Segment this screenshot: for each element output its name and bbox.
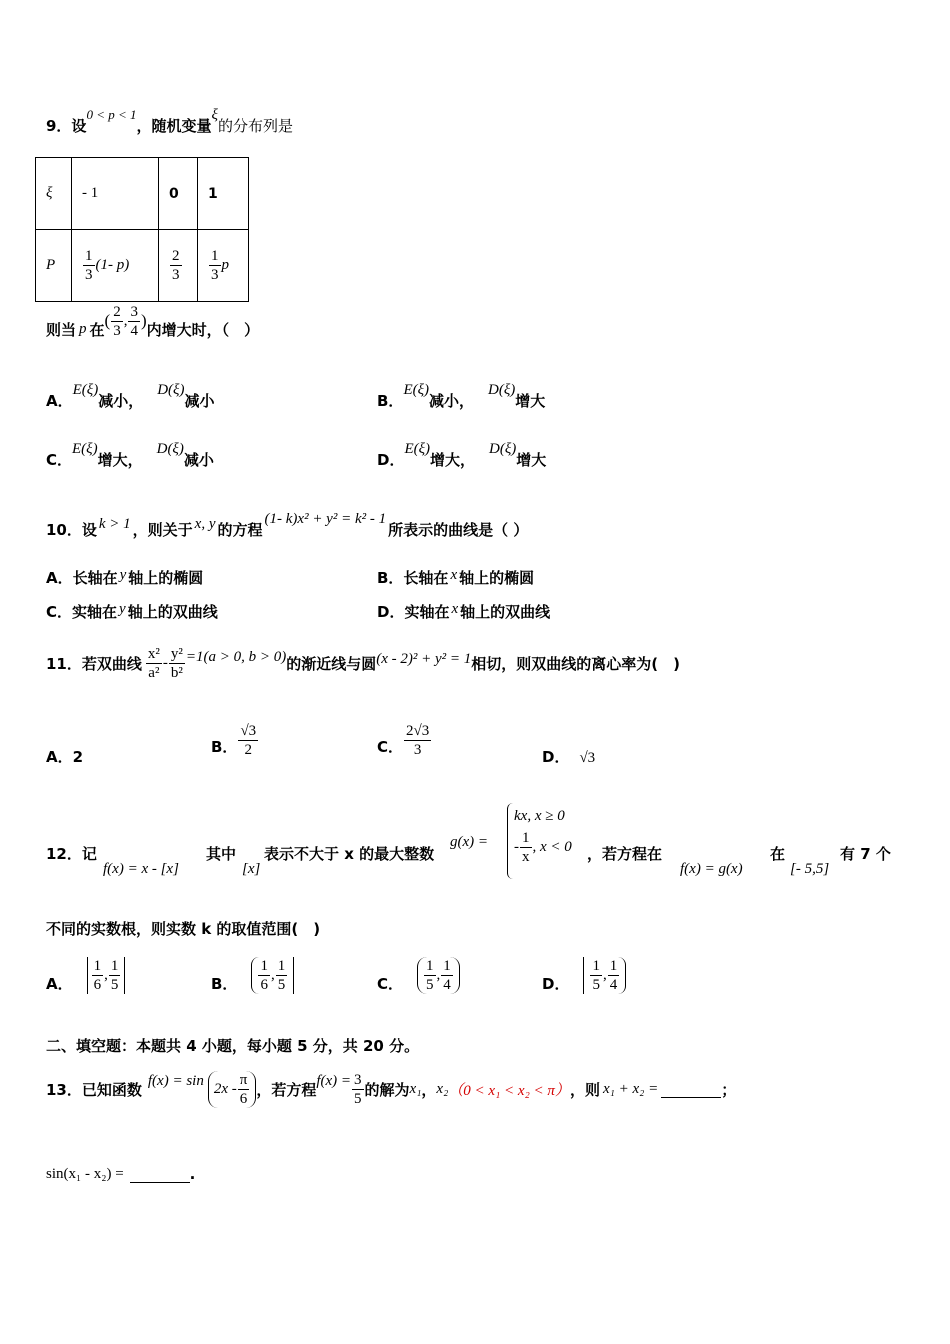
q9-option-c[interactable]: C．E(ξ)增大，D(ξ)减小 <box>46 441 214 469</box>
q12-bracket-x: [x] <box>242 861 261 877</box>
q13-x2: x₂ <box>436 1080 449 1097</box>
interval-end: $\frac{3}{4}$ <box>130 303 138 339</box>
q10-tail: 所表示的曲线是（ ） <box>388 520 529 539</box>
q11-minus: - <box>162 654 168 671</box>
q13-blank-1[interactable] <box>661 1081 721 1098</box>
q10-option-c[interactable]: C．实轴在 y 轴上的双曲线 <box>46 601 218 621</box>
q10-number: 10．设 <box>46 520 97 539</box>
q10-option-b[interactable]: B．长轴在 x 轴上的椭圆 <box>377 567 535 587</box>
q11-mid: 的渐近线与圆 <box>286 654 377 673</box>
q11-circle: (x - 2)² + y² = 1 <box>376 650 472 667</box>
table-cell: 1 <box>198 158 249 230</box>
q13-period: . <box>189 1165 196 1183</box>
q11-option-b[interactable]: B． $\frac{√3}{2}$ <box>211 723 257 758</box>
q12-option-b[interactable]: B． $\frac{1}{6}$ , $\frac{1}{5}$ <box>211 951 294 999</box>
table-cell: $\frac{1}{3}$ p <box>198 230 249 302</box>
q9-when-prefix: 则当 <box>46 320 77 339</box>
table-cell: - 1 <box>72 158 159 230</box>
q13-sin-expr: sin(x₁ - x₂) = <box>46 1166 124 1182</box>
q13-line2 <box>46 1160 195 1183</box>
q13-condition: （0 < x₁ < x₂ < π） <box>448 1082 570 1099</box>
q9-xi: ξ <box>211 106 218 123</box>
q11-eq-tail: =1(a > 0, b > 0) <box>185 648 287 665</box>
q9-option-a[interactable]: A．E(ξ)减小，D(ξ)减小 <box>46 382 215 410</box>
distribution-table <box>35 157 249 302</box>
q9-condition: 0 < p < 1 <box>86 107 137 122</box>
q11-stem <box>46 638 680 688</box>
table-cell: $\frac{2}{3}$ <box>159 230 198 302</box>
q9-stem <box>46 106 293 138</box>
q9-when-tail: 内增大时，（ ） <box>146 320 260 339</box>
q12-option-d[interactable]: D． $\frac{1}{5}$ , $\frac{1}{4}$ <box>542 951 626 999</box>
q13-blank-2[interactable] <box>130 1160 190 1183</box>
q11-tail: 相切，则双曲线的离心率为( ) <box>471 654 681 673</box>
q10-option-d[interactable]: D．实轴在 x 轴上的双曲线 <box>377 601 551 621</box>
section-heading: 二、填空题：本题共 4 小题，每小题 5 分，共 20 分。 <box>46 1037 420 1055</box>
q13-comma: ， <box>421 1080 437 1099</box>
q13-fx: f(x) = sin <box>147 1072 204 1089</box>
q9-option-d[interactable]: D．E(ξ)增大，D(ξ)增大 <box>377 441 547 469</box>
q13-semicolon: ； <box>721 1080 737 1099</box>
table-cell: $\frac{1}{3}$ (1- p) <box>72 230 159 302</box>
q9-mid-text: ，随机变量 <box>136 116 212 135</box>
q9-number: 9．设 <box>46 116 87 135</box>
q11-option-a[interactable]: A．2 <box>46 748 84 766</box>
q10-option-a[interactable]: A．长轴在 y 轴上的椭圆 <box>46 567 204 587</box>
q13-then: ，则 <box>569 1080 600 1099</box>
q10-vars: x, y <box>194 515 216 532</box>
q13-value: $\frac{3}{5}$ <box>354 1071 362 1107</box>
q13-number: 13．已知函数 <box>46 1080 142 1099</box>
q12-mid: ，若方程在 <box>587 845 663 863</box>
q12-where: 其中 <box>206 845 237 863</box>
q13-fx2: f(x) = <box>316 1072 352 1089</box>
q13-sol: 的解为 <box>364 1080 410 1099</box>
q9-tail: 的分布列是 <box>217 118 293 135</box>
q11-option-c[interactable]: C． $\frac{2√3}{3}$ <box>377 723 430 758</box>
q9-when: 则当 p 在 ( $\frac{2}{3}$ , $\frac{3}{4}$ ) 内增大时，（ ） <box>46 303 260 339</box>
q10-equation: (1- k)x² + y² = k² - 1 <box>264 510 387 527</box>
q12-gx: g(x) = <box>450 834 489 850</box>
q12-line2: 不同的实数根，则实数 k 的取值范围( ) <box>46 920 321 938</box>
q12-piecewise <box>507 803 572 879</box>
q9-when-p: p <box>79 320 87 337</box>
q13-arg: 2x - $\frac{\pi}{6}$ <box>208 1071 256 1108</box>
q12-interval: [- 5,5] <box>790 861 830 877</box>
q11-frac-y: $\frac{\text{y²}}{\text{b²}}$ <box>170 645 183 681</box>
table-cell: 0 <box>159 158 198 230</box>
q13-stem <box>46 1064 736 1114</box>
q11-frac-x: $\frac{\text{x²}}{\text{a²}}$ <box>147 645 160 681</box>
q12-option-c[interactable]: C． $\frac{1}{5}$ , $\frac{1}{4}$ <box>377 951 460 999</box>
table-cell: P <box>36 230 72 302</box>
q11-number: 11．若双曲线 <box>46 654 142 673</box>
q11-option-d[interactable]: D． √3 <box>542 748 596 766</box>
q10-stem <box>46 512 528 546</box>
q10-mid: ，则关于 <box>132 520 193 539</box>
q12-desc: 表示不大于 x 的最大整数 <box>264 845 435 863</box>
q12-in: 在 <box>770 845 786 863</box>
q13-x1: x₁ <box>409 1080 422 1097</box>
interval-start: $\frac{2}{3}$ <box>113 303 121 339</box>
q12-case2: - $\frac{1}{x}$ , x < 0 <box>514 830 572 865</box>
q9-when-in: 在 <box>89 320 105 339</box>
q13-mid: ，若方程 <box>256 1080 317 1099</box>
q10-mid2: 的方程 <box>217 520 263 539</box>
q12-fx: f(x) = x - [x] <box>103 861 179 877</box>
q10-condition: k > 1 <box>98 515 131 532</box>
q13-sum: x₁ + x₂ = <box>602 1080 659 1097</box>
q12-option-a[interactable]: A． $\frac{1}{6}$ , $\frac{1}{5}$ <box>46 951 125 999</box>
q12-eq: f(x) = g(x) <box>680 861 743 877</box>
q12-case1: kx, x ≥ 0 <box>514 808 565 824</box>
table-cell: ξ <box>36 158 72 230</box>
q12-number: 12．记 <box>46 845 97 863</box>
q9-option-b[interactable]: B．E(ξ)减小，D(ξ)增大 <box>377 382 546 410</box>
q12-tail: 有 7 个 <box>840 845 891 863</box>
